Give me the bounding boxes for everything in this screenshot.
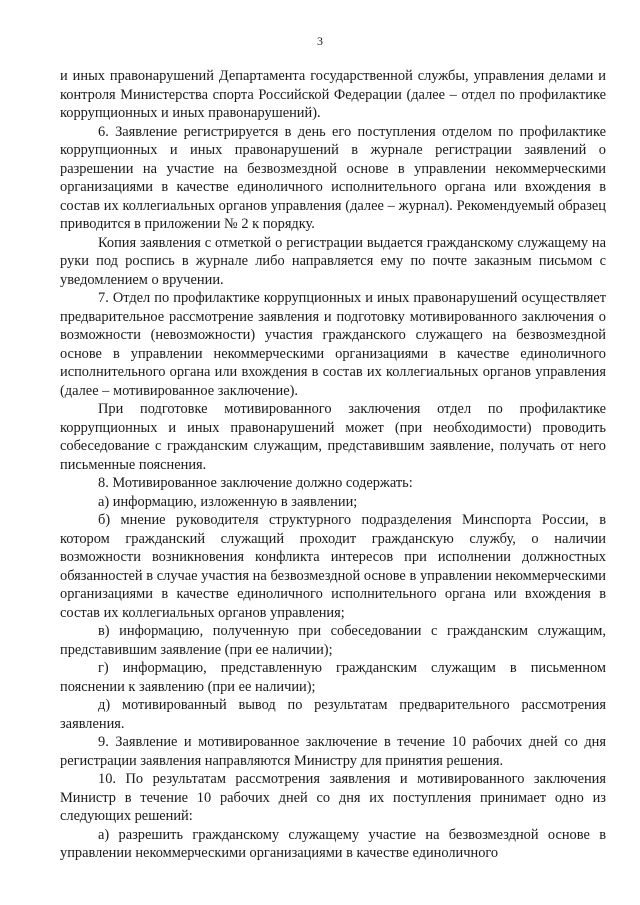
paragraph-interview: При подготовке мотивированного заключения отдел по профилактике коррупционных и иных правонарушений может (при необходимости) проводить собеседование с гражданским служащим, представившим заявление, получать от него письменные пояснения. (60, 401, 606, 473)
paragraph-8: 8. Мотивированное заключение должно содержать: (98, 475, 413, 491)
paragraph-6: 6. Заявление регистрируется в день его поступления отделом по профилактике коррупционных и иных правонарушений в журнале регистрации заявлений о разрешении на участие на безвозмездной основе в управлении некоммерческими организациями в качестве единоличного исполнительного органа или вхождения в состав их коллегиальных органов управления (далее – журнал). Рекомендуемый образец приводится в приложении № 2 к порядку. (60, 123, 606, 232)
paragraph-copy-of-application: Копия заявления с отметкой о регистрации выдается гражданскому служащему на руки под роспись в журнале либо направляется ему по почте заказным письмом с уведомлением о вручении. (60, 234, 606, 288)
list-item-v: в) информацию, полученную при собеседовании с гражданским служащим, представившим заявление (при ее наличии); (60, 623, 606, 658)
list-item-g: г) информацию, представленную гражданским служащим в письменном пояснении к заявлению (при ее наличии); (60, 660, 606, 695)
paragraph-7: 7. Отдел по профилактике коррупционных и иных правонарушений осуществляет предварительное рассмотрение заявления и подготовку мотивированного заключения о возможности (невозможности) участия гражданского служащего на безвозмездной основе в управлении некоммерческими организациями в качестве единоличного исполнительного органа или вхождения в состав их коллегиальных органов управления (далее – мотивированное заключение). (60, 290, 606, 399)
list-item-b: б) мнение руководителя структурного подразделения Минспорта России, в котором гражданский служащий проходит гражданскую службу, о наличии возможности возникновения конфликта интересов при исполнении должностных обязанностей в случае участия на безвозмездной основе в управлении некоммерческими организациями в качестве единоличного исполнительного органа или вхождения в состав их коллегиальных органов управления; (60, 512, 606, 621)
list-item-a: а) информацию, изложенную в заявлении; (98, 493, 358, 510)
paragraph-continuation: и иных правонарушений Департамента государственной службы, управления делами и контроля Министерства спорта Российской Федерации (далее – отдел по профилактике коррупционных и иных правонарушений). (60, 68, 606, 121)
page-number: 3 (317, 34, 323, 48)
document-body (60, 67, 606, 863)
paragraph-10: 10. По результатам рассмотрения заявления и мотивированного заключения Министр в течение 10 рабочих дней со дня их поступления принимает одно из следующих решений: (60, 771, 606, 824)
decision-item-a: а) разрешить гражданскому служащему участие на безвозмездной основе в управлении некоммерческими организациями в качестве единоличного (60, 826, 606, 861)
list-item-d: д) мотивированный вывод по результатам предварительного рассмотрения заявления. (60, 697, 606, 732)
paragraph-9: 9. Заявление и мотивированное заключение в течение 10 рабочих дней со дня регистрации заявления направляются Министру для принятия решения. (60, 734, 606, 769)
